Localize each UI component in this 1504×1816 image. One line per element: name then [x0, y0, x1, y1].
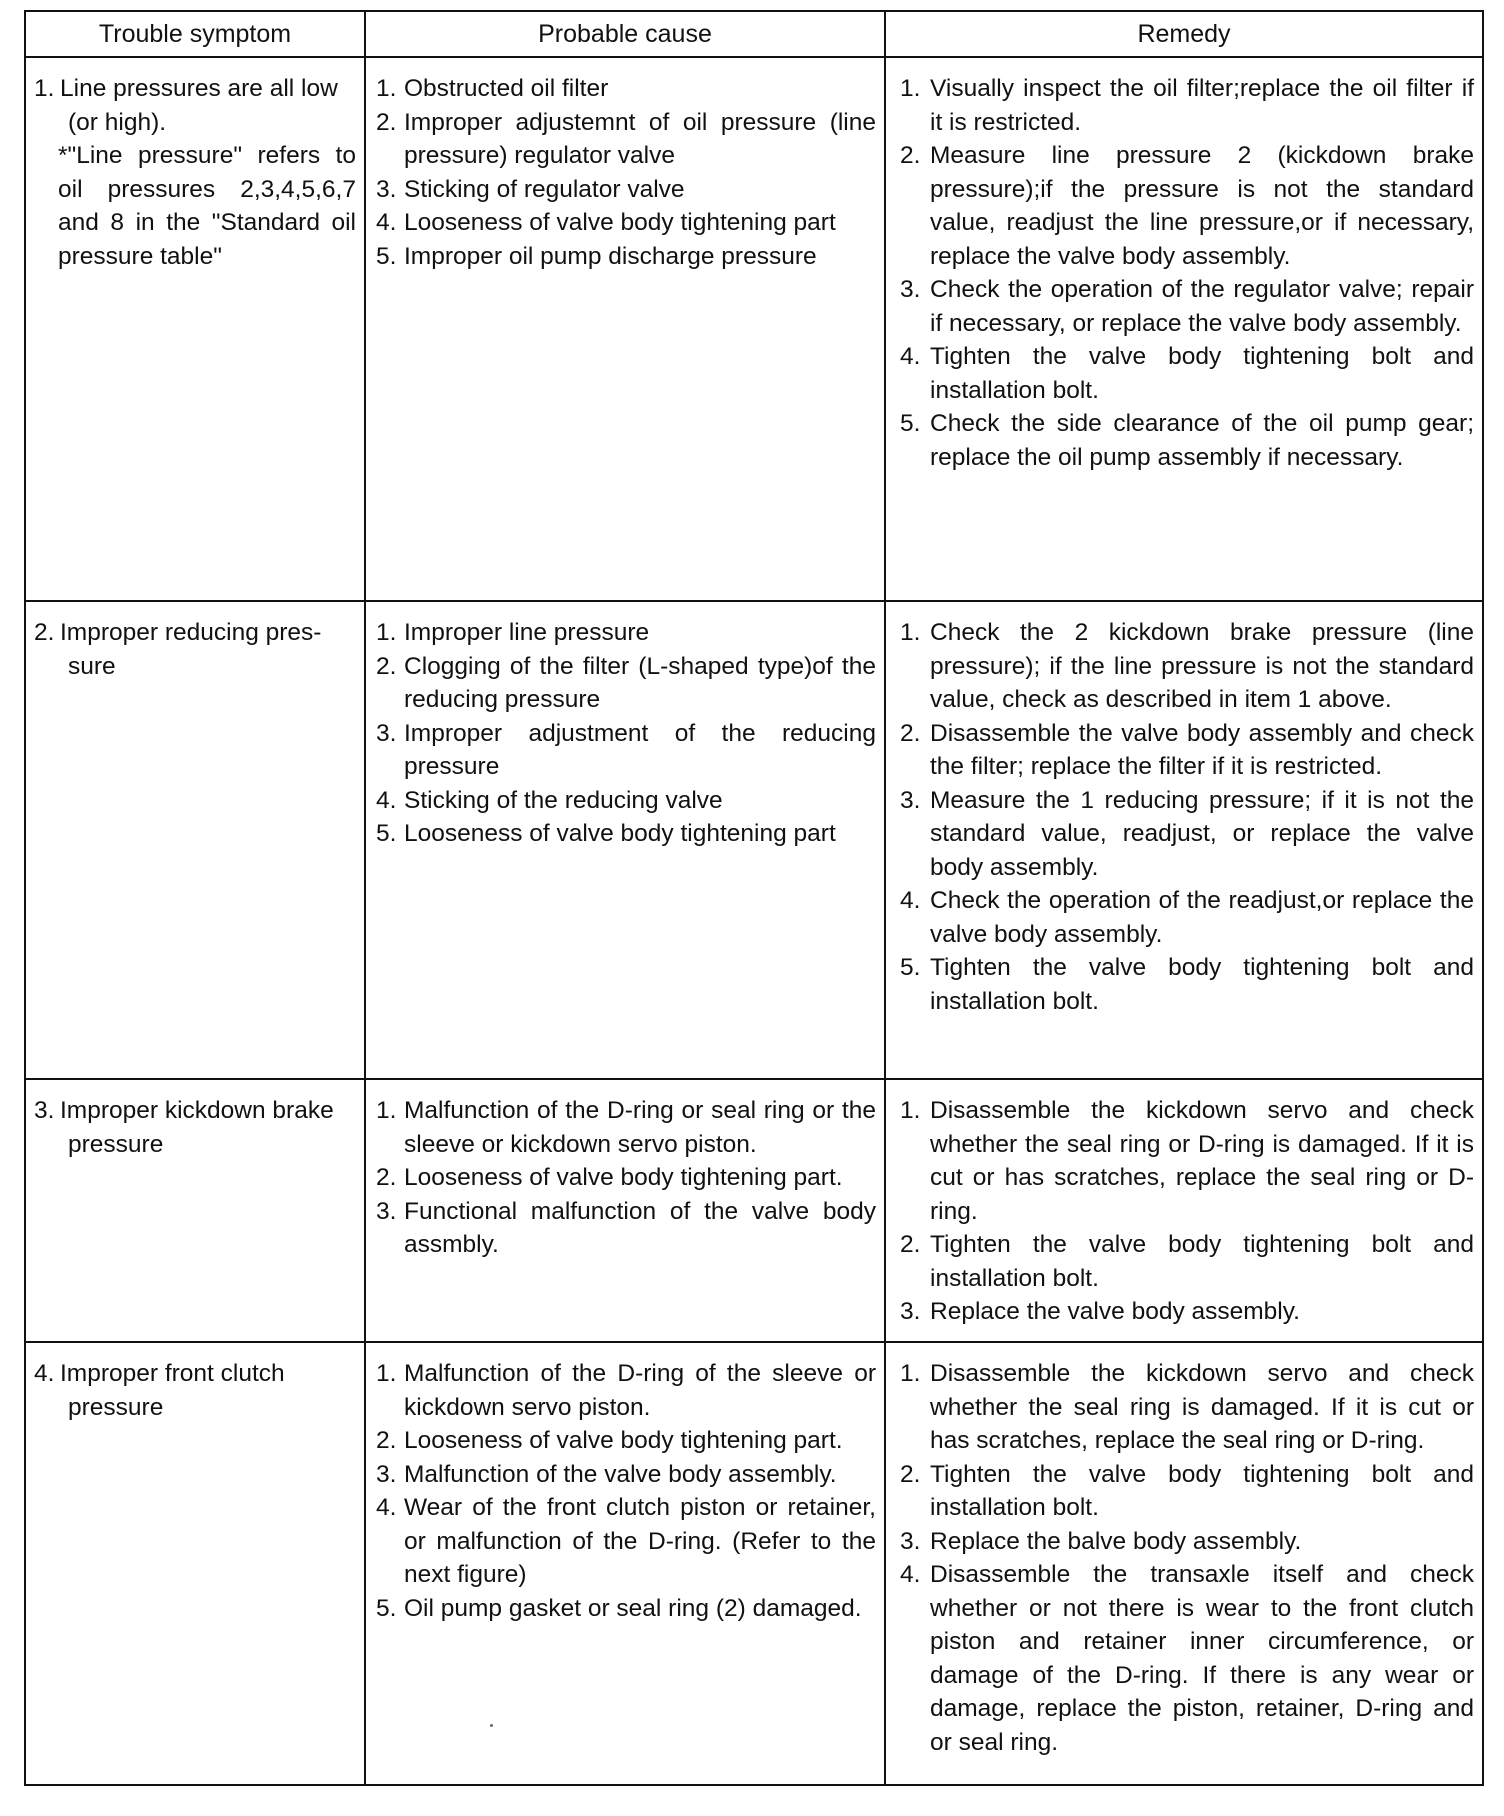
- remedy-item: [894, 1228, 1474, 1295]
- item-number: 1.: [376, 1360, 397, 1387]
- item-number: 1.: [900, 1360, 921, 1387]
- symptom-line: [34, 1094, 356, 1128]
- remedy-item-text: Tighten the valve body tightening bolt and installation bolt.: [930, 954, 1474, 1015]
- remedies-list: [894, 616, 1474, 1018]
- cause-item: [374, 240, 876, 274]
- causes-list: [374, 1094, 876, 1262]
- remedy-item-text: Disassemble the kickdown servo and check whether the seal ring is damaged. If it is cut or has scratches, replace the seal ring or D-ring.: [930, 1360, 1474, 1454]
- symptom-title: Improper kickdown brake: [60, 1097, 334, 1124]
- cause-item-text: Malfunction of the D-ring or seal ring or the sleeve or kickdown servo piston.: [404, 1097, 876, 1158]
- cause-item: [374, 106, 876, 173]
- header-trouble-symptom: Trouble symptom: [25, 11, 365, 57]
- remedy-item: [894, 1357, 1474, 1458]
- cause-item: [374, 1195, 876, 1262]
- header-probable-cause: Probable cause: [365, 11, 885, 57]
- cause-item-text: Sticking of the reducing valve: [404, 786, 723, 814]
- probable-cause-cell: [365, 1342, 885, 1785]
- cause-item-text: Improper adjustment of the reducing pressure: [404, 719, 876, 780]
- remedy-item: [894, 139, 1474, 273]
- cause-item-text: Sticking of regulator valve: [404, 175, 685, 203]
- item-number: 3.: [900, 786, 921, 814]
- probable-cause-cell: [365, 601, 885, 1079]
- item-number: 1.: [376, 1097, 397, 1124]
- item-number: 5.: [376, 1594, 397, 1622]
- item-number: 4.: [900, 343, 921, 370]
- cause-item-text: Obstructed oil filter: [404, 75, 609, 102]
- cause-item: [374, 1592, 876, 1626]
- trouble-symptom-cell: [25, 1342, 365, 1785]
- remedy-item: [894, 1525, 1474, 1559]
- header-row: [25, 11, 1483, 57]
- table-row: [25, 601, 1483, 1079]
- cause-item: [374, 717, 876, 784]
- causes-list: [374, 616, 876, 851]
- cause-item: [374, 1094, 876, 1161]
- remedy-item-text: Tighten the valve body tightening bolt and installation bolt.: [930, 343, 1474, 404]
- remedy-item: [894, 884, 1474, 951]
- item-number: 2.: [900, 719, 921, 747]
- remedy-item-text: Check the operation of the readjust,or replace the valve body assembly.: [930, 887, 1474, 948]
- cause-item: [374, 1161, 876, 1195]
- cause-item: [374, 1357, 876, 1424]
- trouble-symptom-cell: [25, 57, 365, 601]
- symptom-text: [34, 616, 356, 683]
- remedy-item: [894, 1458, 1474, 1525]
- remedy-item-text: Disassemble the transaxle itself and check whether or not there is wear to the front clutch piston and retainer inner circumference, or damage of the D-ring. If there is any wear or damage, replace the piston, retainer, D-ring and or seal ring.: [930, 1561, 1474, 1756]
- cause-item-text: Improper line pressure: [404, 619, 650, 646]
- cause-item-text: Looseness of valve body tightening part.: [404, 1164, 843, 1191]
- remedy-item: [894, 340, 1474, 407]
- item-number: 1.: [900, 1097, 921, 1124]
- item-number: 3.: [900, 276, 921, 303]
- symptom-text: [34, 1094, 356, 1161]
- table-row: [25, 57, 1483, 601]
- remedy-item: [894, 1558, 1474, 1759]
- symptom-title: Improper reducing pres-: [60, 619, 322, 646]
- remedy-item: [894, 717, 1474, 784]
- item-number: 1.: [900, 619, 921, 646]
- remedy-item-text: Check the 2 kickdown brake pressure (line pressure); if the line pressure is not the standard value, check as described in item 1 above.: [930, 619, 1474, 713]
- scan-speck: [490, 1724, 493, 1727]
- remedy-item: [894, 784, 1474, 885]
- remedy-item: [894, 951, 1474, 1018]
- remedy-item: [894, 72, 1474, 139]
- item-number: 1.: [376, 619, 397, 646]
- probable-cause-cell: [365, 57, 885, 601]
- item-number: 4.: [376, 1494, 397, 1521]
- cause-item-text: Improper adjustemnt of oil pressure (line pressure) regulator valve: [404, 108, 876, 169]
- item-number: 5.: [376, 820, 397, 847]
- symptom-title-cont: sure: [68, 652, 116, 680]
- item-number: 1.: [376, 75, 397, 102]
- symptom-line: [34, 72, 356, 106]
- remedy-item-text: Check the operation of the regulator valve; repair if necessary, or replace the valve body assembly.: [930, 276, 1474, 337]
- remedies-list: [894, 1094, 1474, 1329]
- remedies-list: [894, 1357, 1474, 1759]
- cause-item-text: Functional malfunction of the valve body assmbly.: [404, 1197, 876, 1258]
- symptom-title-cont: pressure: [68, 1130, 164, 1158]
- item-number: 2.: [900, 1460, 921, 1488]
- trouble-symptom-cell: [25, 1079, 365, 1342]
- symptom-number: 3.: [34, 1097, 55, 1124]
- symptom-line: [34, 616, 356, 650]
- remedy-cell: [885, 1342, 1483, 1785]
- remedy-item: [894, 616, 1474, 717]
- cause-item-text: Malfunction of the D-ring of the sleeve or kickdown servo piston.: [404, 1360, 876, 1421]
- item-number: 4.: [376, 209, 397, 236]
- item-number: 2.: [376, 1427, 397, 1454]
- cause-item-text: Malfunction of the valve body assembly.: [404, 1460, 837, 1488]
- remedy-cell: [885, 601, 1483, 1079]
- item-number: 3.: [376, 719, 397, 747]
- remedy-item-text: Measure line pressure 2 (kickdown brake pressure);if the pressure is not the standard value, readjust the line pressure,or if necessary, replace the valve body assembly.: [930, 142, 1474, 270]
- remedy-item: [894, 1295, 1474, 1329]
- cause-item: [374, 1491, 876, 1592]
- symptom-number: 1.: [34, 75, 55, 102]
- cause-item: [374, 72, 876, 106]
- remedies-list: [894, 72, 1474, 474]
- cause-item: [374, 206, 876, 240]
- cause-item: [374, 1458, 876, 1492]
- symptom-text: [34, 72, 356, 273]
- item-number: 4.: [900, 1561, 921, 1588]
- remedy-item-text: Replace the balve body assembly.: [930, 1527, 1302, 1555]
- remedy-item: [894, 407, 1474, 474]
- item-number: 2.: [376, 652, 397, 680]
- item-number: 3.: [376, 1197, 397, 1225]
- item-number: 2.: [376, 1164, 397, 1191]
- remedy-cell: [885, 1079, 1483, 1342]
- item-number: 3.: [900, 1298, 921, 1325]
- item-number: 5.: [900, 410, 921, 437]
- cause-item: [374, 616, 876, 650]
- symptom-note: *"Line pressure" refers to oil pressures 2,3,4,5,6,7 and 8 in the "Standard oil pressure table": [58, 142, 356, 270]
- item-number: 2.: [376, 108, 397, 136]
- item-number: 5.: [900, 954, 921, 981]
- item-number: 1.: [900, 75, 921, 102]
- item-number: 3.: [376, 1460, 397, 1488]
- table-row: [25, 1342, 1483, 1785]
- cause-item-text: Looseness of valve body tightening part: [404, 820, 836, 847]
- remedy-item-text: Tighten the valve body tightening bolt and installation bolt.: [930, 1460, 1474, 1521]
- symptom-title: Improper front clutch: [60, 1360, 285, 1387]
- symptom-title-cont: (or high).: [68, 108, 167, 136]
- symptom-title: Line pressures are all low: [60, 75, 338, 102]
- symptom-title-cont: pressure: [68, 1393, 164, 1421]
- remedy-item-text: Measure the 1 reducing pressure; if it is not the standard value, readjust, or replace the valve body assembly.: [930, 786, 1474, 881]
- trouble-table: [24, 10, 1484, 1786]
- cause-item-text: Looseness of valve body tightening part.: [404, 1427, 843, 1454]
- trouble-table-page: [24, 10, 1482, 1786]
- symptom-number: 4.: [34, 1360, 55, 1387]
- cause-item: [374, 817, 876, 851]
- cause-item-text: Clogging of the filter (L-shaped type)of the reducing pressure: [404, 652, 876, 713]
- table-row: [25, 1079, 1483, 1342]
- item-number: 5.: [376, 242, 397, 270]
- cause-item: [374, 650, 876, 717]
- remedy-cell: [885, 57, 1483, 601]
- item-number: 2.: [900, 142, 921, 169]
- item-number: 3.: [376, 175, 397, 203]
- header-remedy: Remedy: [885, 11, 1483, 57]
- causes-list: [374, 1357, 876, 1625]
- cause-item-text: Wear of the front clutch piston or retainer, or malfunction of the D-ring. (Refer to the next figure): [404, 1494, 876, 1588]
- remedy-item-text: Visually inspect the oil filter;replace the oil filter if it is restricted.: [930, 75, 1474, 136]
- cause-item: [374, 1424, 876, 1458]
- item-number: 2.: [900, 1231, 921, 1258]
- cause-item-text: Improper oil pump discharge pressure: [404, 242, 817, 270]
- remedy-item-text: Check the side clearance of the oil pump gear; replace the oil pump assembly if necessary.: [930, 410, 1474, 471]
- symptom-number: 2.: [34, 619, 55, 646]
- remedy-item-text: Replace the valve body assembly.: [930, 1298, 1300, 1325]
- probable-cause-cell: [365, 1079, 885, 1342]
- remedy-item-text: Disassemble the valve body assembly and check the filter; replace the filter if it is restricted.: [930, 719, 1474, 780]
- trouble-symptom-cell: [25, 601, 365, 1079]
- cause-item: [374, 784, 876, 818]
- remedy-item: [894, 1094, 1474, 1228]
- cause-item-text: Looseness of valve body tightening part: [404, 209, 836, 236]
- remedy-item-text: Tighten the valve body tightening bolt and installation bolt.: [930, 1231, 1474, 1292]
- causes-list: [374, 72, 876, 273]
- remedy-item: [894, 273, 1474, 340]
- cause-item: [374, 173, 876, 207]
- remedy-item-text: Disassemble the kickdown servo and check whether the seal ring or D-ring is damaged. If it is cut or has scratches, replace the seal ring or D-ring.: [930, 1097, 1474, 1225]
- item-number: 4.: [376, 786, 397, 814]
- symptom-text: [34, 1357, 356, 1424]
- cause-item-text: Oil pump gasket or seal ring (2) damaged.: [404, 1594, 862, 1622]
- symptom-line: [34, 1357, 356, 1391]
- item-number: 3.: [900, 1527, 921, 1555]
- item-number: 4.: [900, 887, 921, 914]
